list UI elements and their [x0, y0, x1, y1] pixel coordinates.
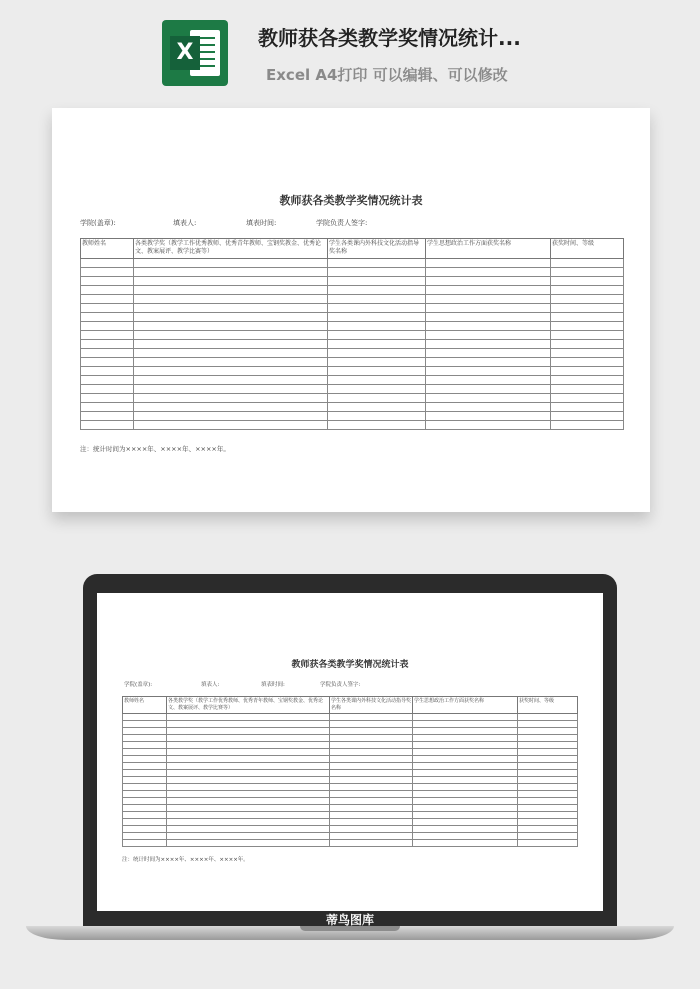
table-cell[interactable]	[413, 735, 518, 742]
table-row	[81, 385, 624, 394]
table-row	[81, 322, 624, 331]
table-row	[123, 714, 578, 721]
table-cell[interactable]	[81, 331, 134, 340]
table-cell[interactable]	[81, 268, 134, 277]
table-cell[interactable]	[426, 268, 551, 277]
table-cell[interactable]	[413, 812, 518, 819]
table-row	[81, 367, 624, 376]
table-cell[interactable]	[551, 259, 624, 268]
table-cell[interactable]	[413, 777, 518, 784]
table-cell[interactable]	[551, 358, 624, 367]
table-cell[interactable]	[167, 833, 330, 840]
screen-fill-time-label: 填表时间:	[261, 682, 285, 688]
excel-icon	[162, 20, 228, 86]
table-cell[interactable]	[426, 376, 551, 385]
table-cell[interactable]	[328, 295, 426, 304]
table-cell[interactable]	[330, 728, 413, 735]
table-cell[interactable]	[328, 349, 426, 358]
table-cell[interactable]	[551, 268, 624, 277]
table-cell[interactable]	[167, 812, 330, 819]
table-row	[81, 412, 624, 421]
table-cell[interactable]	[551, 277, 624, 286]
table-cell[interactable]	[413, 749, 518, 756]
table-row	[123, 756, 578, 763]
col-header-student-activity: 学生各类课内外科技文化活动指导奖名称	[328, 239, 426, 259]
table-cell[interactable]	[134, 358, 328, 367]
table-row	[81, 259, 624, 268]
table-row	[123, 777, 578, 784]
excel-x-letter: X	[170, 36, 200, 70]
table-cell[interactable]	[328, 376, 426, 385]
table-cell[interactable]	[167, 770, 330, 777]
table-cell[interactable]	[413, 840, 518, 847]
table-cell[interactable]	[123, 714, 167, 721]
table-cell[interactable]	[551, 403, 624, 412]
table-cell[interactable]	[81, 295, 134, 304]
table-cell[interactable]	[518, 756, 578, 763]
table-cell[interactable]	[518, 735, 578, 742]
table-row	[81, 295, 624, 304]
table-cell[interactable]	[328, 268, 426, 277]
table-cell[interactable]	[328, 286, 426, 295]
table-cell[interactable]	[413, 805, 518, 812]
table-cell[interactable]	[328, 259, 426, 268]
table-cell[interactable]	[413, 770, 518, 777]
table-cell[interactable]	[328, 331, 426, 340]
table-cell[interactable]	[81, 286, 134, 295]
table-cell[interactable]	[123, 833, 167, 840]
table-cell[interactable]	[518, 784, 578, 791]
table-cell[interactable]	[426, 322, 551, 331]
table-cell[interactable]	[426, 403, 551, 412]
table-cell[interactable]	[330, 805, 413, 812]
table-cell[interactable]	[551, 376, 624, 385]
screen-award-table	[122, 696, 578, 847]
table-cell[interactable]	[328, 340, 426, 349]
table-cell[interactable]	[81, 367, 134, 376]
screen-document-title: 教师获各类教学奖情况统计表	[291, 660, 409, 670]
table-cell[interactable]	[426, 412, 551, 421]
table-cell[interactable]	[330, 826, 413, 833]
table-row	[123, 812, 578, 819]
page-subtitle: Excel A4打印 可以编辑、可以修改	[266, 66, 508, 84]
table-row	[81, 331, 624, 340]
table-cell[interactable]	[123, 763, 167, 770]
table-cell[interactable]	[328, 385, 426, 394]
screen-col-header-name: 教师姓名	[123, 697, 167, 714]
fill-time-label: 填表时间:	[246, 219, 277, 227]
table-cell[interactable]	[413, 826, 518, 833]
table-cell[interactable]	[330, 812, 413, 819]
table-cell[interactable]	[426, 340, 551, 349]
table-cell[interactable]	[81, 304, 134, 313]
table-row	[81, 277, 624, 286]
table-cell[interactable]	[551, 286, 624, 295]
table-cell[interactable]	[167, 777, 330, 784]
table-cell[interactable]	[81, 259, 134, 268]
table-cell[interactable]	[123, 749, 167, 756]
col-header-time-level: 获奖时间、等级	[551, 239, 624, 259]
table-cell[interactable]	[328, 322, 426, 331]
table-cell[interactable]	[426, 385, 551, 394]
table-cell[interactable]	[413, 721, 518, 728]
screen-col-header-teaching-award: 各类教学奖（教学工作优秀教师、优秀青年教师、宝钢奖教金、优秀论文、教案展评、教学比赛等）	[167, 697, 330, 714]
table-cell[interactable]	[518, 721, 578, 728]
table-cell[interactable]	[328, 304, 426, 313]
table-cell[interactable]	[518, 826, 578, 833]
table-cell[interactable]	[123, 728, 167, 735]
table-row	[81, 376, 624, 385]
table-cell[interactable]	[518, 749, 578, 756]
table-cell[interactable]	[426, 358, 551, 367]
table-cell[interactable]	[551, 349, 624, 358]
table-cell[interactable]	[123, 791, 167, 798]
table-cell[interactable]	[518, 770, 578, 777]
table-cell[interactable]	[330, 819, 413, 826]
table-cell[interactable]	[551, 412, 624, 421]
table-cell[interactable]	[167, 721, 330, 728]
screen-filler-label: 填表人:	[201, 682, 220, 688]
table-cell[interactable]	[167, 840, 330, 847]
table-cell[interactable]	[167, 714, 330, 721]
table-row	[123, 763, 578, 770]
table-cell[interactable]	[134, 295, 328, 304]
table-cell[interactable]	[330, 763, 413, 770]
table-cell[interactable]	[413, 791, 518, 798]
table-cell[interactable]	[123, 840, 167, 847]
document-title: 教师获各类教学奖情况统计表	[279, 194, 423, 207]
table-cell[interactable]	[81, 412, 134, 421]
table-cell[interactable]	[551, 394, 624, 403]
table-cell[interactable]	[123, 798, 167, 805]
table-cell[interactable]	[134, 322, 328, 331]
table-cell[interactable]	[330, 714, 413, 721]
table-cell[interactable]	[413, 763, 518, 770]
table-cell[interactable]	[123, 770, 167, 777]
brand-watermark: 蒂鸟图库	[325, 913, 374, 927]
table-cell[interactable]	[518, 742, 578, 749]
table-cell[interactable]	[123, 812, 167, 819]
table-cell[interactable]	[134, 277, 328, 286]
table-row	[81, 358, 624, 367]
screen-col-header-time-level: 获奖时间、等级	[518, 697, 578, 714]
col-header-name: 教师姓名	[81, 239, 134, 259]
table-cell[interactable]	[330, 735, 413, 742]
table-cell[interactable]	[167, 763, 330, 770]
table-cell[interactable]	[167, 819, 330, 826]
table-cell[interactable]	[167, 791, 330, 798]
table-cell[interactable]	[328, 394, 426, 403]
table-cell[interactable]	[134, 286, 328, 295]
table-cell[interactable]	[81, 358, 134, 367]
table-cell[interactable]	[167, 805, 330, 812]
table-row	[123, 819, 578, 826]
table-cell[interactable]	[81, 403, 134, 412]
table-cell[interactable]	[426, 295, 551, 304]
table-cell[interactable]	[123, 826, 167, 833]
table-cell[interactable]	[551, 331, 624, 340]
table-cell[interactable]	[81, 277, 134, 286]
table-cell[interactable]	[81, 394, 134, 403]
table-cell[interactable]	[328, 358, 426, 367]
col-header-teaching-award: 各类教学奖（教学工作优秀教师、优秀青年教师、宝钢奖教金、优秀论文、教案展评、教学比赛等）	[134, 239, 328, 259]
table-cell[interactable]	[167, 728, 330, 735]
table-cell[interactable]	[551, 304, 624, 313]
table-cell[interactable]	[81, 340, 134, 349]
table-cell[interactable]	[167, 742, 330, 749]
table-row	[123, 798, 578, 805]
table-cell[interactable]	[134, 349, 328, 358]
table-cell[interactable]	[330, 798, 413, 805]
document-preview	[52, 108, 650, 512]
screen-table-header-row	[123, 697, 578, 714]
table-cell[interactable]	[81, 385, 134, 394]
table-cell[interactable]	[413, 833, 518, 840]
table-cell[interactable]	[167, 756, 330, 763]
table-row	[81, 394, 624, 403]
table-cell[interactable]	[518, 812, 578, 819]
table-cell[interactable]	[81, 313, 134, 322]
table-row	[123, 770, 578, 777]
table-row	[81, 421, 624, 430]
table-cell[interactable]	[551, 367, 624, 376]
table-row	[81, 268, 624, 277]
table-row	[81, 313, 624, 322]
document-note: 注：统计时间为××××年、××××年、××××年。	[80, 445, 230, 453]
filler-label: 填表人:	[173, 219, 197, 227]
table-cell[interactable]	[134, 268, 328, 277]
table-cell[interactable]	[551, 313, 624, 322]
table-row	[81, 340, 624, 349]
school-label: 学院(盖章):	[80, 219, 116, 227]
award-table	[80, 238, 624, 430]
screen-school-label: 学院(盖章):	[124, 682, 153, 688]
table-cell[interactable]	[518, 798, 578, 805]
table-cell[interactable]	[518, 777, 578, 784]
table-row	[123, 791, 578, 798]
table-cell[interactable]	[81, 376, 134, 385]
table-row	[123, 735, 578, 742]
table-row	[81, 349, 624, 358]
table-row	[123, 826, 578, 833]
table-row	[123, 728, 578, 735]
table-cell[interactable]	[330, 784, 413, 791]
table-cell[interactable]	[328, 367, 426, 376]
table-cell[interactable]	[426, 313, 551, 322]
table-cell[interactable]	[81, 349, 134, 358]
table-cell[interactable]	[167, 749, 330, 756]
table-cell[interactable]	[330, 777, 413, 784]
table-cell[interactable]	[330, 791, 413, 798]
table-cell[interactable]	[123, 756, 167, 763]
table-cell[interactable]	[330, 756, 413, 763]
table-row	[123, 784, 578, 791]
table-row	[81, 304, 624, 313]
table-cell[interactable]	[551, 421, 624, 430]
table-cell[interactable]	[123, 735, 167, 742]
table-row	[81, 403, 624, 412]
table-cell[interactable]	[134, 394, 328, 403]
table-row	[123, 840, 578, 847]
screen-head-sign-label: 学院负责人签字:	[320, 682, 361, 688]
table-row	[123, 742, 578, 749]
table-cell[interactable]	[551, 322, 624, 331]
table-cell[interactable]	[81, 322, 134, 331]
table-cell[interactable]	[330, 770, 413, 777]
screen-document-note: 注：统计时间为××××年、××××年、××××年。	[122, 857, 249, 863]
table-header-row	[81, 239, 624, 259]
table-cell[interactable]	[518, 763, 578, 770]
table-cell[interactable]	[123, 742, 167, 749]
table-cell[interactable]	[413, 742, 518, 749]
table-cell[interactable]	[518, 840, 578, 847]
table-cell[interactable]	[551, 340, 624, 349]
table-cell[interactable]	[134, 259, 328, 268]
table-cell[interactable]	[167, 735, 330, 742]
table-cell[interactable]	[518, 714, 578, 721]
table-cell[interactable]	[413, 784, 518, 791]
table-cell[interactable]	[134, 412, 328, 421]
head-sign-label: 学院负责人签字:	[316, 219, 368, 227]
table-cell[interactable]	[328, 313, 426, 322]
laptop-screen	[97, 593, 603, 911]
table-cell[interactable]	[413, 756, 518, 763]
screen-col-header-student-activity: 学生各类课内外科技文化活动指导奖名称	[330, 697, 413, 714]
table-cell[interactable]	[330, 721, 413, 728]
table-cell[interactable]	[123, 805, 167, 812]
table-cell[interactable]	[426, 367, 551, 376]
table-cell[interactable]	[328, 277, 426, 286]
table-cell[interactable]	[123, 777, 167, 784]
table-cell[interactable]	[167, 826, 330, 833]
table-cell[interactable]	[426, 259, 551, 268]
table-cell[interactable]	[134, 421, 328, 430]
table-cell[interactable]	[123, 721, 167, 728]
col-header-political-work: 学生思想政治工作方面获奖名称	[426, 239, 551, 259]
table-cell[interactable]	[134, 367, 328, 376]
table-cell[interactable]	[518, 805, 578, 812]
table-cell[interactable]	[328, 421, 426, 430]
table-cell[interactable]	[426, 331, 551, 340]
table-cell[interactable]	[330, 742, 413, 749]
table-row	[123, 749, 578, 756]
table-cell[interactable]	[518, 819, 578, 826]
table-cell[interactable]	[167, 784, 330, 791]
table-cell[interactable]	[134, 304, 328, 313]
table-cell[interactable]	[413, 728, 518, 735]
table-cell[interactable]	[413, 798, 518, 805]
table-cell[interactable]	[426, 394, 551, 403]
table-cell[interactable]	[551, 295, 624, 304]
table-row	[123, 833, 578, 840]
table-row	[123, 721, 578, 728]
table-cell[interactable]	[413, 819, 518, 826]
table-cell[interactable]	[426, 277, 551, 286]
page-title: 教师获各类教学奖情况统计...	[258, 26, 521, 50]
screen-col-header-political-work: 学生思想政治工作方面获奖名称	[413, 697, 518, 714]
table-cell[interactable]	[328, 412, 426, 421]
table-cell[interactable]	[551, 385, 624, 394]
table-row	[81, 286, 624, 295]
table-cell[interactable]	[134, 385, 328, 394]
table-cell[interactable]	[413, 714, 518, 721]
table-cell[interactable]	[426, 349, 551, 358]
table-cell[interactable]	[134, 340, 328, 349]
table-cell[interactable]	[123, 819, 167, 826]
table-cell[interactable]	[123, 784, 167, 791]
table-cell[interactable]	[426, 304, 551, 313]
table-cell[interactable]	[330, 840, 413, 847]
table-cell[interactable]	[134, 376, 328, 385]
table-cell[interactable]	[134, 313, 328, 322]
table-cell[interactable]	[134, 403, 328, 412]
table-cell[interactable]	[167, 798, 330, 805]
table-row	[123, 805, 578, 812]
table-cell[interactable]	[330, 833, 413, 840]
table-cell[interactable]	[518, 833, 578, 840]
table-cell[interactable]	[426, 286, 551, 295]
table-cell[interactable]	[328, 403, 426, 412]
table-cell[interactable]	[330, 749, 413, 756]
table-cell[interactable]	[518, 791, 578, 798]
table-cell[interactable]	[134, 331, 328, 340]
table-cell[interactable]	[81, 421, 134, 430]
table-cell[interactable]	[518, 728, 578, 735]
table-cell[interactable]	[426, 421, 551, 430]
